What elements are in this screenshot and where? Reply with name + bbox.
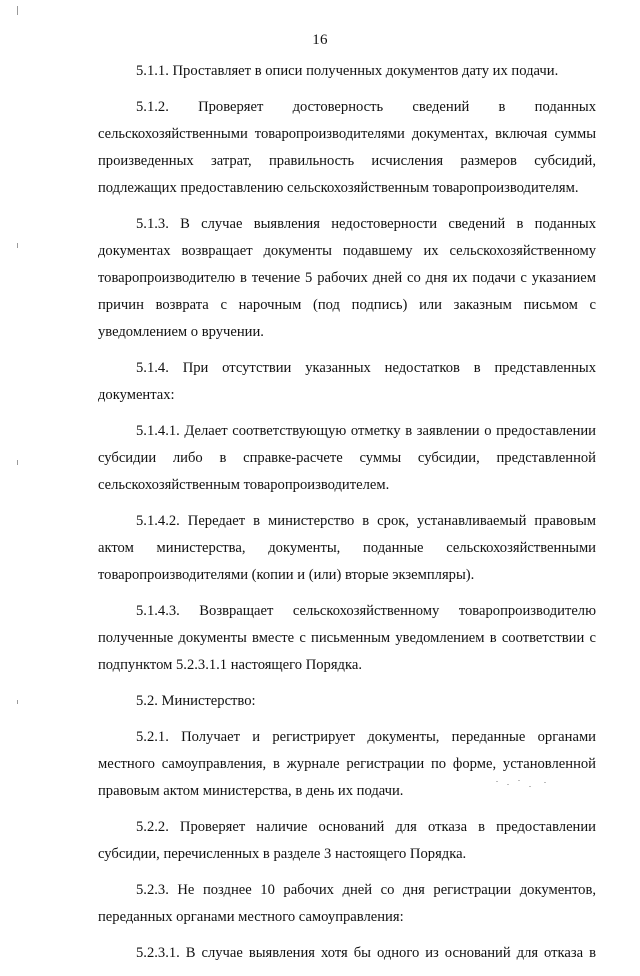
- paragraph-5-2-3-1: 5.2.3.1. В случае выявления хотя бы одного из оснований для отказа в: [136, 945, 596, 961]
- scan-margin-mark: [17, 460, 18, 465]
- scan-margin-mark: [17, 700, 18, 704]
- paragraph-5-1-4: 5.1.4. При отсутствии указанных недостатков в представленных документах:: [98, 360, 596, 403]
- paragraph-5-1-2: 5.1.2. Проверяет достоверность сведений в поданных сельскохозяйственными товаропроизводителями документах, включая суммы произведенных затрат, правильность исчисления размеров субсидий, подлежащих предоставлению сельскохозяйственным товаропроизводителям.: [98, 99, 596, 196]
- page-number: 16: [312, 32, 328, 48]
- paragraph-5-1-4-3: 5.1.4.3. Возвращает сельскохозяйственному товаропроизводителю полученные документы вместе с письменным уведомлением в соответствии с подпунктом 5.2.3.1.1 настоящего Порядка.: [98, 603, 596, 673]
- scan-margin-mark: [17, 243, 18, 248]
- paragraph-5-1-1: 5.1.1. Проставляет в описи полученных документов дату их подачи.: [136, 63, 559, 79]
- document-body: [98, 58, 596, 976]
- paragraph-5-2-3: 5.2.3. Не позднее 10 рабочих дней со дня регистрации документов, переданных органами местного самоуправления:: [98, 882, 596, 925]
- paragraph-5-2-1: 5.2.1. Получает и регистрирует документы, переданные органами местного самоуправления, в журнале регистрации по форме, установленной правовым актом министерства, в день их подачи.: [98, 729, 596, 799]
- paragraph-5-2-2: 5.2.2. Проверяет наличие оснований для отказа в предоставлении субсидии, перечисленных в разделе 3 настоящего Порядка.: [98, 819, 596, 862]
- paragraph-5-2: 5.2. Министерство:: [136, 693, 256, 709]
- paragraph-5-1-4-2: 5.1.4.2. Передает в министерство в срок, устанавливаемый правовым актом министерства, документы, поданные сельскохозяйственными товаропроизводителями (копии и (или) вторые экземпляры).: [98, 513, 596, 583]
- paragraph-5-1-3: 5.1.3. В случае выявления недостоверности сведений в поданных документах возвращает документы подавшему их сельскохозяйственному товаропроизводителю в течение 5 рабочих дней со дня их подачи с указанием причин возврата с нарочным (под подпись) или заказным письмом с уведомлением о вручении.: [98, 216, 596, 340]
- paragraph-5-1-4-1: 5.1.4.1. Делает соответствующую отметку в заявлении о предоставлении субсидии либо в справке-расчете суммы субсидии, представленной сельскохозяйственным товаропроизводителем.: [98, 423, 596, 493]
- scan-margin-mark: [17, 6, 18, 15]
